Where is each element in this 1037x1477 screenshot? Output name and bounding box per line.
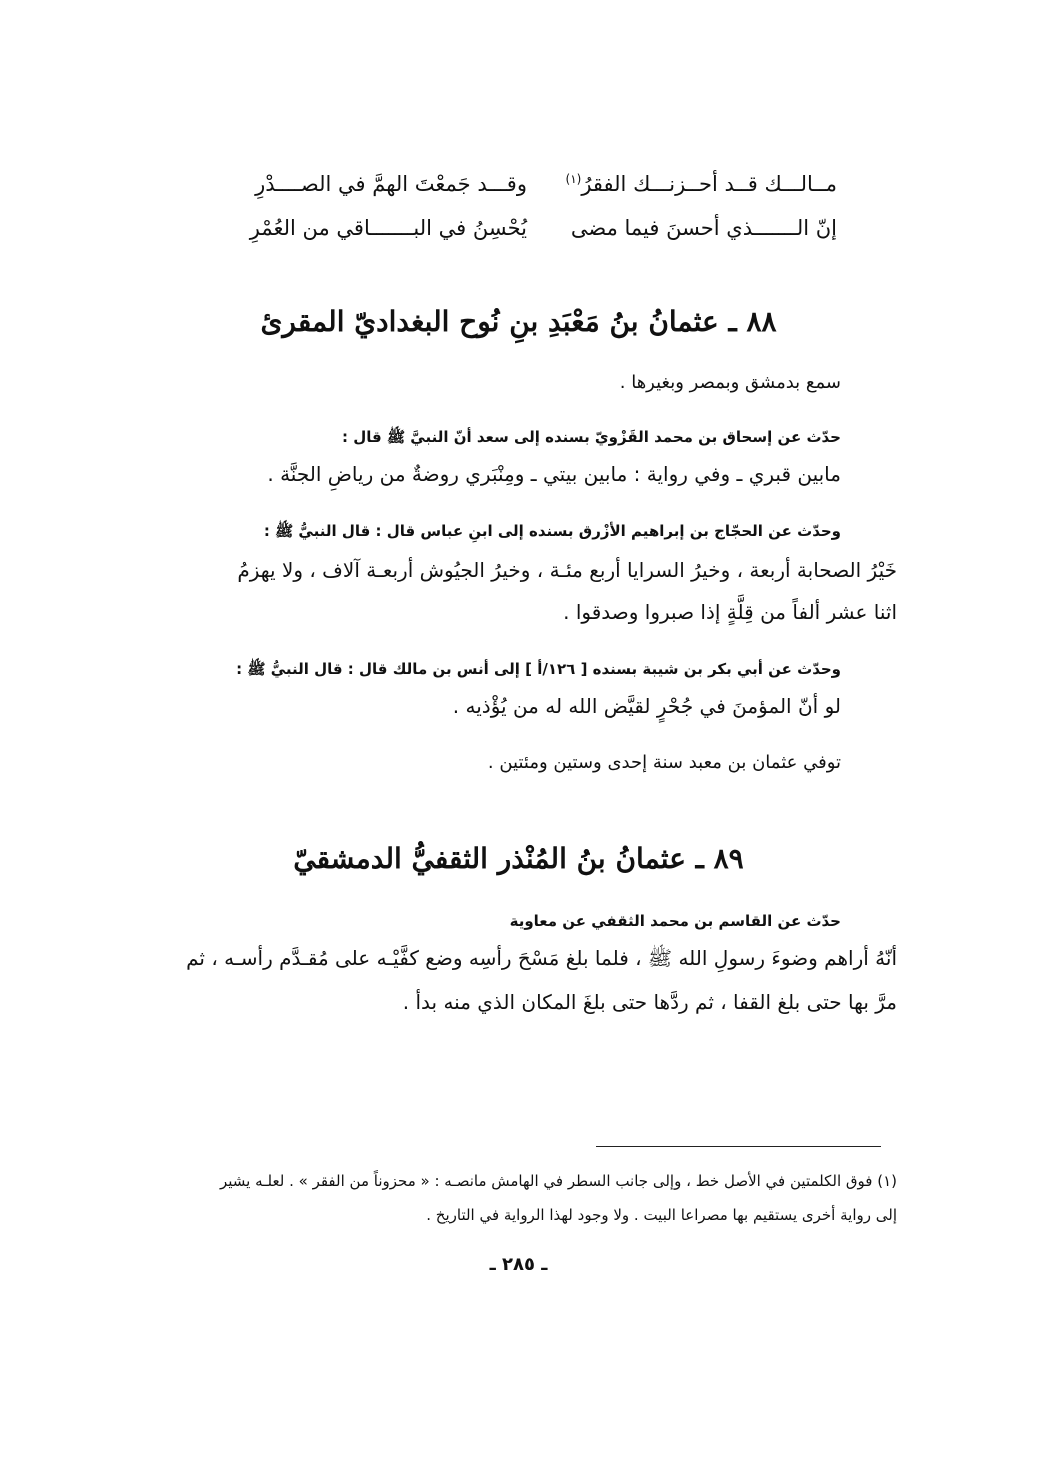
entry-89-hadith-line-1: أنّهُ أراهم وضوءَ رسولِ الله ﷺ ، فلما بلغ مَسْحَ رأسِه وضع كفَّيْـه على مُقـدَّم رأسـه ، ثم [186,946,897,970]
entry-88-hadith-1: مابين قبري ـ وفي رواية : مابين بيتي ـ ومِنْبَري روضةٌ من رياضِ الجنَّة . [267,462,841,486]
verse-2-second-hemistich: يُحْسِنُ في البـــــــاقي من العُمْرِ [249,216,527,240]
entry-88-death-note: توفي عثمان بن معبد سنة إحدى وستين ومئتين . [487,752,841,773]
entry-88-intro: سمع بدمشق وبمصر وبغيرها . [619,372,841,393]
entry-88-heading: ٨٨ ـ عثمانُ بنُ مَعْبَدِ بنِ نُوح البغداديّ المقرئ [260,305,777,338]
footnote-marker: (١) [565,172,582,186]
verse-1-second-hemistich: وقـــد جَمعْتَ الهمَّ في الصــــدْرِ [255,172,527,196]
verse-2-first-hemistich: إنّ الـــــــذي أحسنَ فيما مضى [570,216,837,240]
entry-88-isnad-3: وحدّث عن أبي بكر بن شيبة بسنده [ ١٢٦/أ ] إلى أنس بن مالك قال : قال النبيُّ ﷺ : [236,660,841,678]
verse-1-first-hemistich [566,172,838,196]
footnote-line-2: إلى رواية أخرى يستقيم بها مصراعا البيت . ولا وجود لهذا الرواية في التاريخ . [426,1206,897,1224]
entry-88-hadith-2-line-2: اثنا عشر ألفاً من قِلَّةٍ إذا صبروا وصدقوا . [563,600,897,624]
entry-88-isnad-1: حدّث عن إسحاق بن محمد القَزْويّ بسنده إلى سعد أنّ النبيَّ ﷺ قال : [342,428,841,446]
page-number: ـ ٢٨٥ ـ [489,1254,548,1275]
verse-1-right-text: مــالـــك قــد أحــزنـــك الفقرُ [581,172,837,196]
entry-89-isnad: حدّث عن القاسم بن محمد الثقفي عن معاوية [509,912,841,930]
entry-88-isnad-2: وحدّث عن الحجّاج بن إبراهيم الأزْرق بسنده إلى ابنِ عباس قال : قال النبيُّ ﷺ : [263,522,841,540]
entry-89-heading: ٨٩ ـ عثمانُ بنُ المُنْذر الثقفيُّ الدمشقيّ [293,842,744,875]
entry-89-hadith-line-2: مرَّ بها حتى بلغ القفا ، ثم ردَّها حتى بلغَ المكان الذي منه بدأ . [402,990,897,1014]
footnote-divider [596,1146,881,1147]
entry-88-hadith-2-line-1: خَيْرُ الصحابة أربعة ، وخيرُ السرايا أربع مئـة ، وخيرُ الجيُوش أربعـة آلاف ، ولا يهزمُ [237,558,897,582]
footnote-line-1: (١) فوق الكلمتين في الأصل خط ، وإلى جانب السطر في الهامش مانصـه : « محزوناً من الفقر » . لعلـه يشير [219,1172,897,1190]
entry-88-hadith-3: لو أنّ المؤمنَ في جُحْرٍ لقيَّض الله له من يُؤْذيه . [452,694,841,718]
